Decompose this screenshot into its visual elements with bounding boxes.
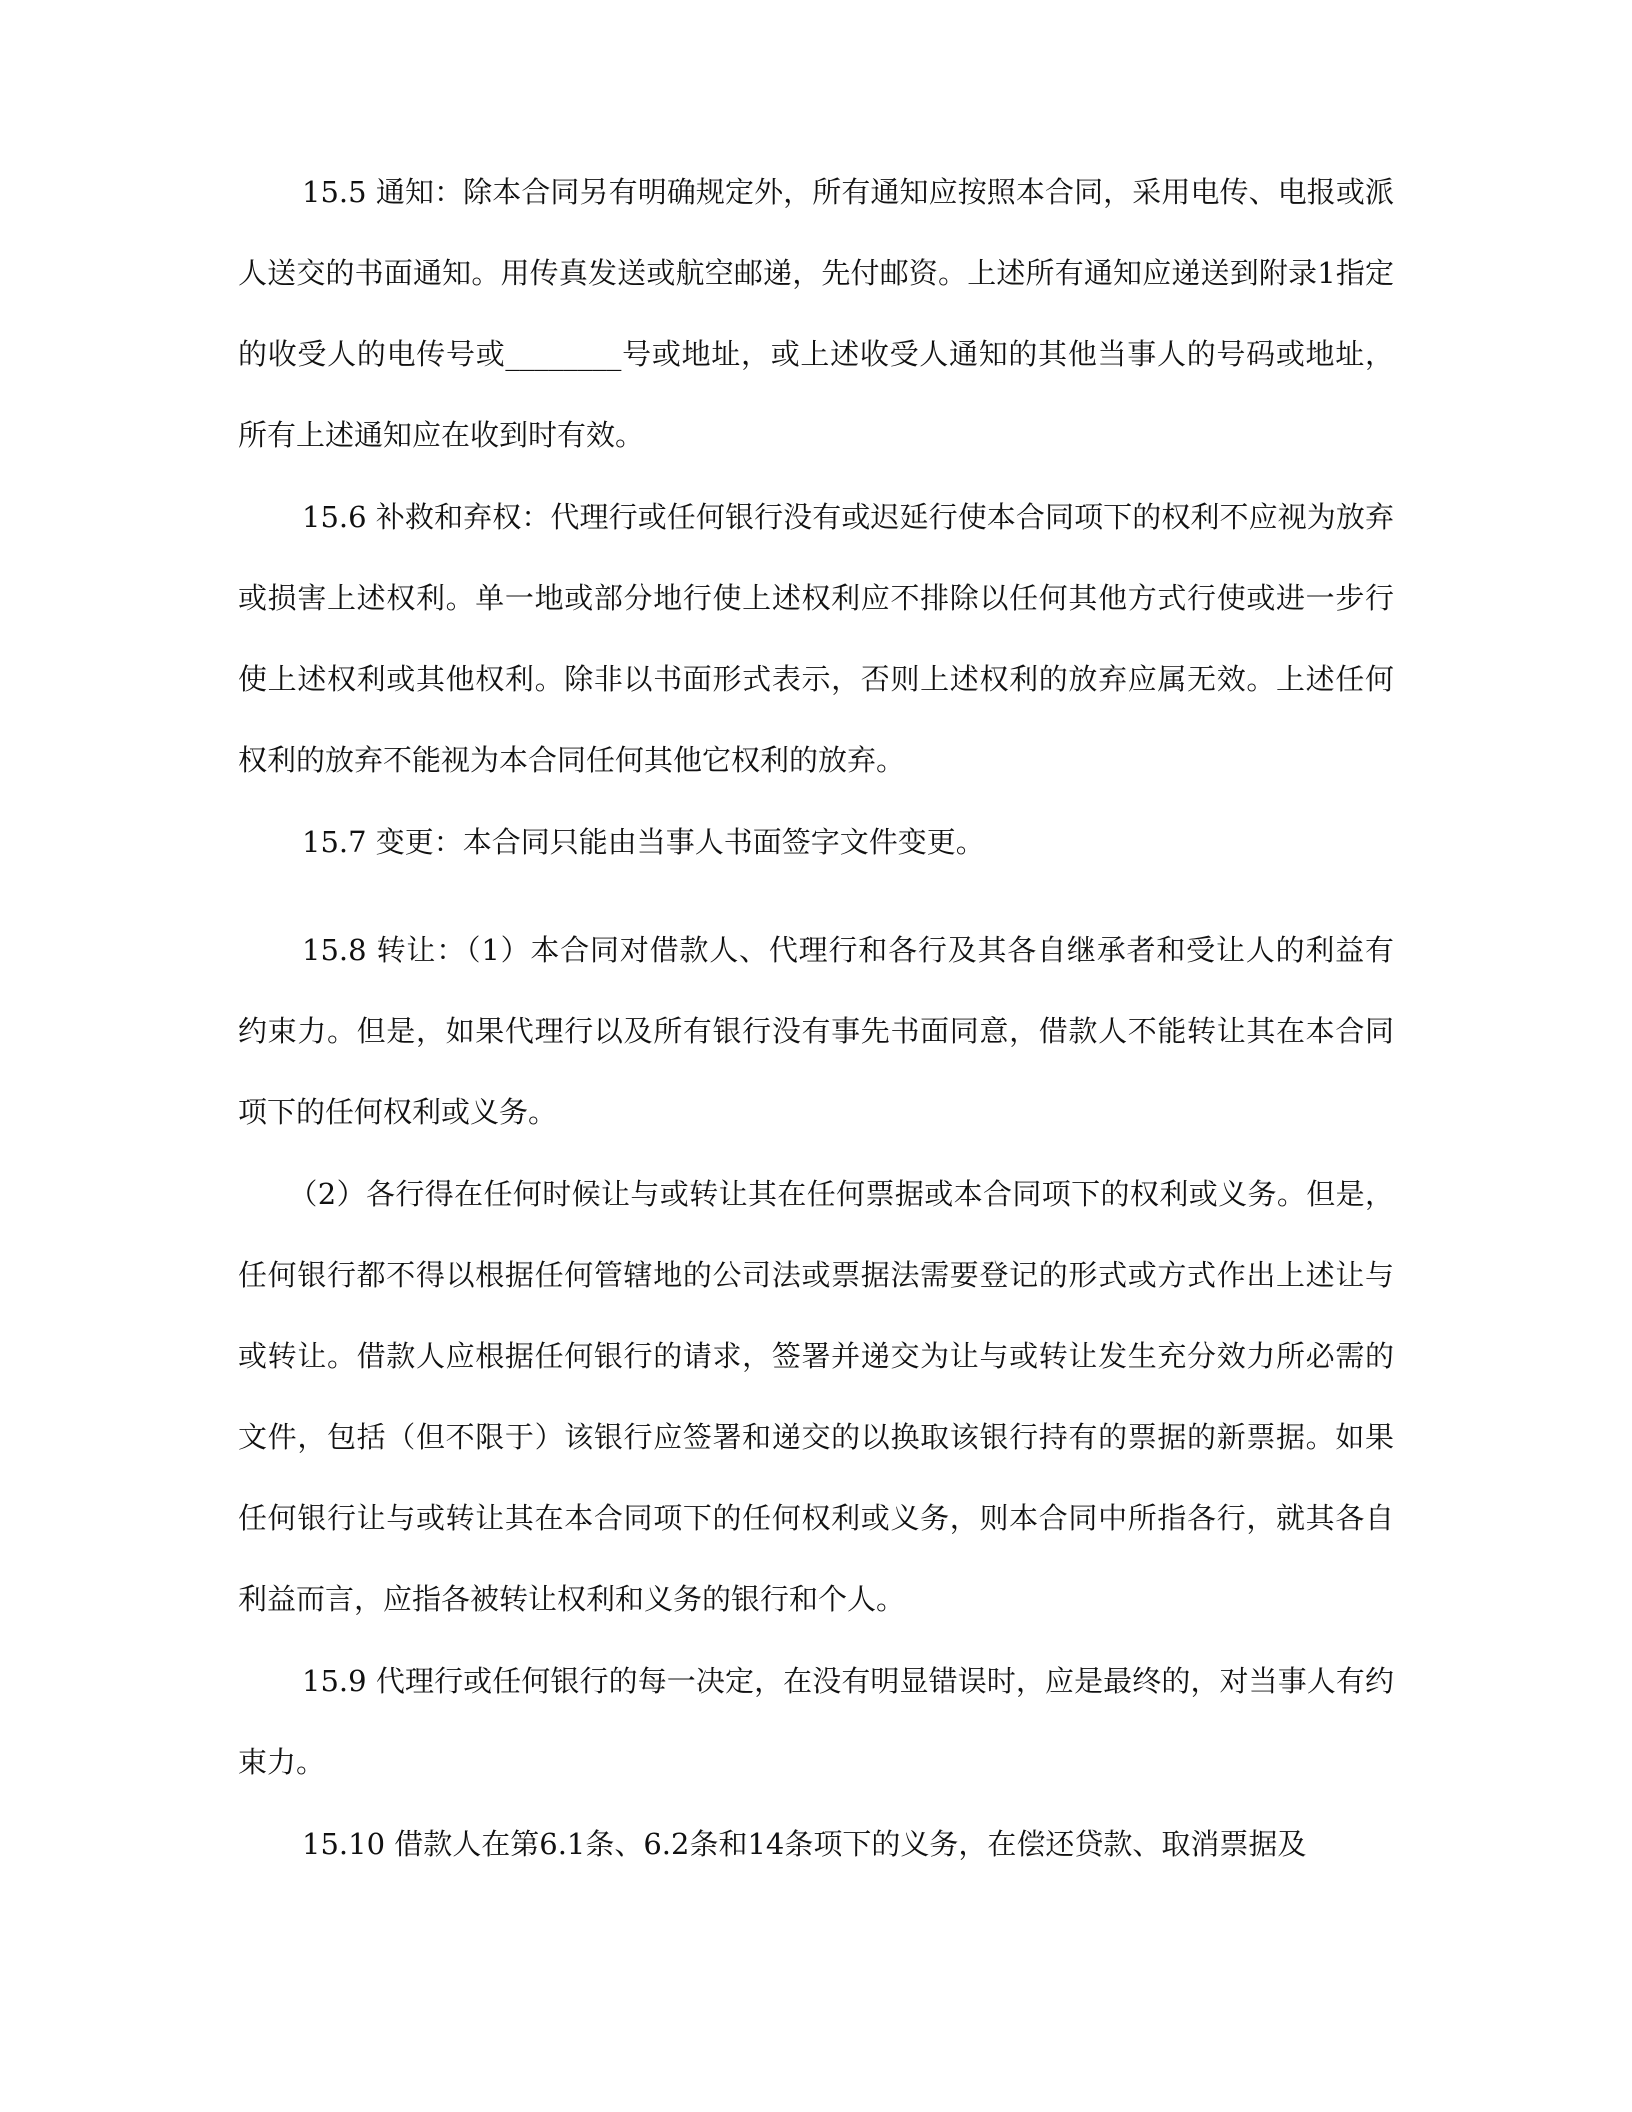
paragraph-text: （2）各行得在任何时候让与或转让其在任何票据或本合同项下的权利或义务。但是，任何银行都不得以根据任何管辖地的公司法或票据法需要登记的形式或方式作出上述让与或转让。借款人应根据任何银行的请求，签署并递交为让与或转让发生充分效力所必需的文件，包括（但不限于）该银行应签署和递交的以换取该银行持有的票据的新票据。如果任何银行让与或转让其在本合同项下的任何权利或义务，则本合同中所指各行，就其各自利益而言，应指各被转让权利和义务的银行和个人。 bbox=[238, 1177, 1394, 1616]
paragraph-15-8-2 bbox=[238, 1154, 1394, 1640]
paragraph-text: 15.5 通知：除本合同另有明确规定外，所有通知应按照本合同，采用电传、电报或派人送交的书面通知。用传真发送或航空邮递，先付邮资。上述所有通知应递送到附录1指定的收受人的电传号或________号或地址，或上述收受人通知的其他当事人的号码或地址，所有上述通知应在收到时有效。 bbox=[238, 175, 1394, 452]
paragraph-text: 15.7 变更：本合同只能由当事人书面签字文件变更。 bbox=[302, 825, 985, 859]
paragraph-text: 15.9 代理行或任何银行的每一决定，在没有明显错误时，应是最终的，对当事人有约束力。 bbox=[238, 1664, 1394, 1779]
paragraph-text: 15.10 借款人在第6.1条、6.2条和14条项下的义务，在偿还贷款、取消票据及 bbox=[302, 1827, 1307, 1861]
paragraph-15-7 bbox=[238, 802, 1394, 883]
paragraph-text: 15.6 补救和弃权：代理行或任何银行没有或迟延行使本合同项下的权利不应视为放弃或损害上述权利。单一地或部分地行使上述权利应不排除以任何其他方式行使或进一步行使上述权利或其他权利。除非以书面形式表示，否则上述权利的放弃应属无效。上述任何权利的放弃不能视为本合同任何其他它权利的放弃。 bbox=[238, 500, 1394, 777]
paragraph-text: 15.8 转让：（1）本合同对借款人、代理行和各行及其各自继承者和受让人的利益有约束力。但是，如果代理行以及所有银行没有事先书面同意，借款人不能转让其在本合同项下的任何权利或义务。 bbox=[238, 933, 1394, 1129]
paragraph-15-8-1 bbox=[238, 910, 1394, 1153]
paragraph-15-6 bbox=[238, 477, 1394, 801]
paragraph-15-9 bbox=[238, 1641, 1394, 1803]
paragraph-15-5 bbox=[238, 152, 1394, 476]
paragraph-15-10 bbox=[238, 1804, 1394, 1885]
